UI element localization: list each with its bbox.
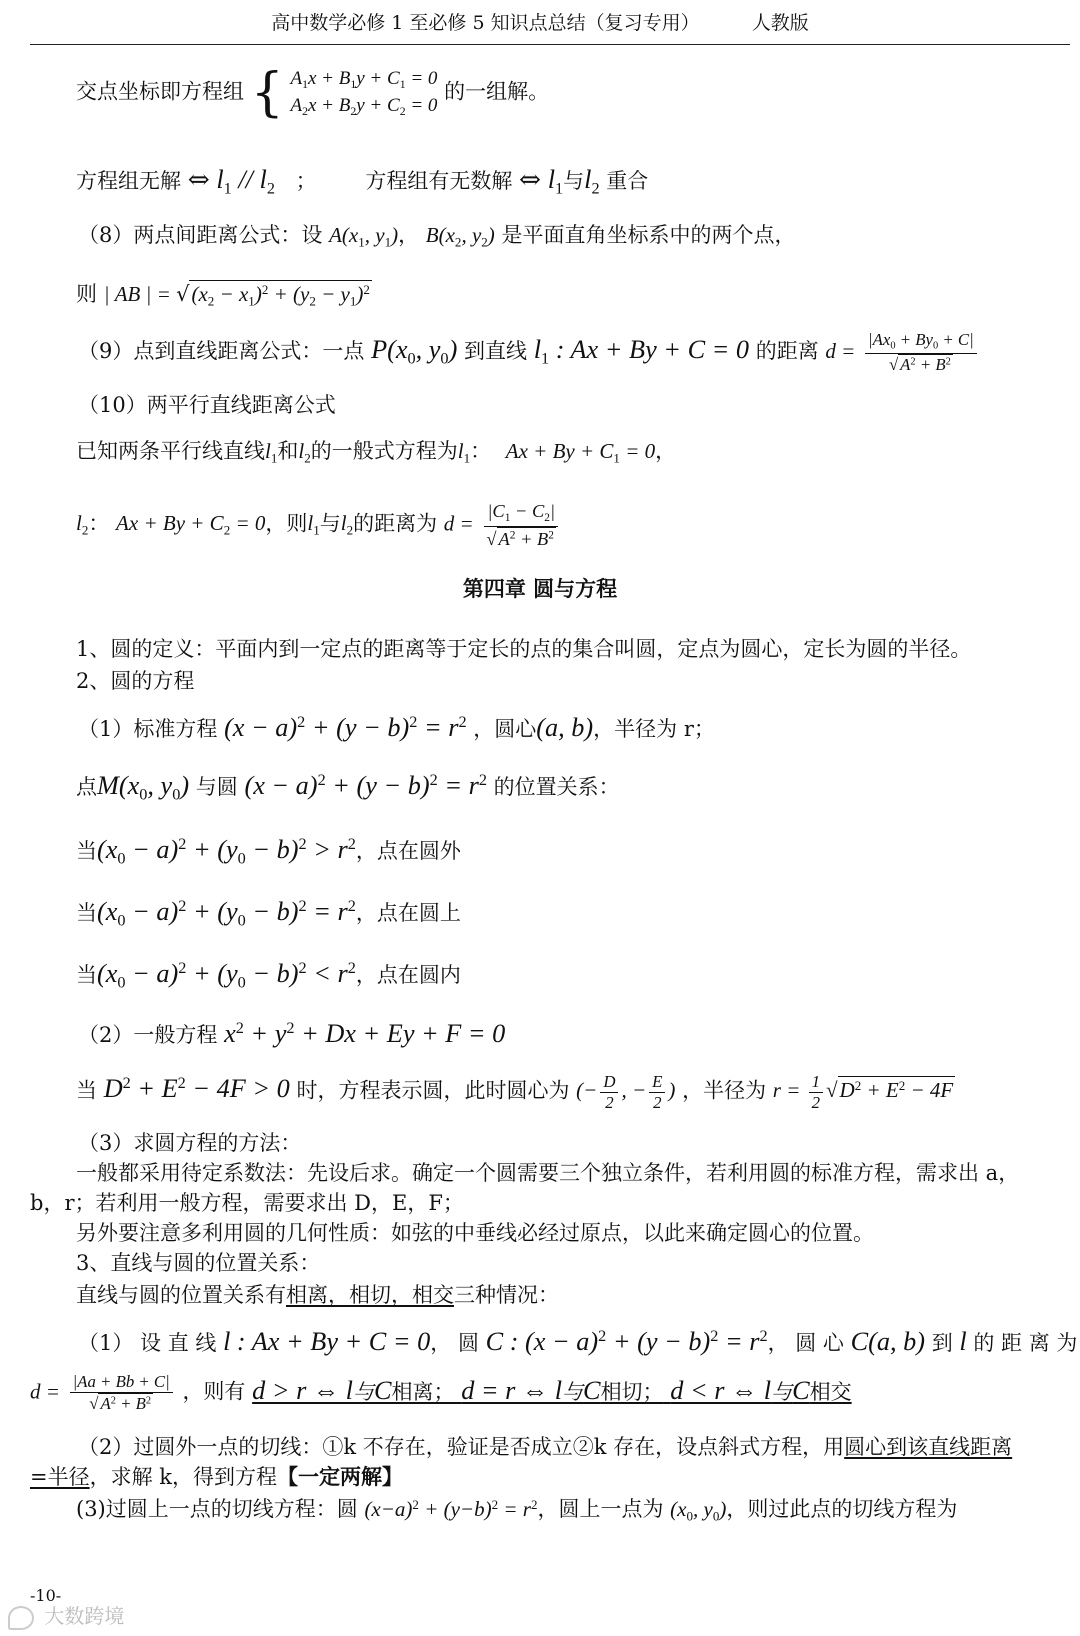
center-line-distance-fraction: $\frac{|Aa + Bb + C|}{√ A^2 + B^2}$ (70, 1372, 173, 1414)
point-circle-relation: 点$M(x_0$, $y_0$) 与圆 $(x - a)^2 + (y - b)^2 = r^2$ 的位置关系： (76, 771, 620, 804)
line-circle-heading: 3、直线与圆的位置关系： (76, 1251, 321, 1275)
methods-heading: （3）求圆方程的方法： (78, 1131, 302, 1155)
point-line-distance: （9）点到直线距离公式：一点 $P(x_0$, $y_0$) 到直线 $l_1$ : Ax + By + C = 0 的距离 d = $\frac{|Ax_0 + By_0 + C|}{√ A^2 + B^2}$ (78, 330, 980, 375)
chapter-title: 第四章 圆与方程 (462, 576, 618, 601)
line-circle-criteria: d = $\frac{|Aa + Bb + C|}{√ A^2 + B^2}$ ，则有 d > r ⇔ l与C相离； d = r ⇔ l与C相切； d < r ⇔ l与C相交 (30, 1372, 852, 1414)
standard-equation: （1）标准方程 $(x - a)^2 + (y - b)^2 = r^2$ ，圆心(a, b)，半径为 r； (78, 713, 715, 742)
header-edition: 人教版 (751, 12, 809, 34)
page-number: -10- (30, 1586, 62, 1605)
header-rule (30, 44, 1070, 45)
system-line: 交点坐标即方程组 { $A_1x + B_1y + C_1 = 0$ $A_2x + B_2y + C_2 = 0$ 的一组解。 (76, 63, 550, 123)
watermark-logo-icon (8, 1606, 34, 1630)
general-condition: 当 $D^2 + E^2 - 4F > 0$ 时，方程表示圆，此时圆心为 (− $\frac{D}{2}$ , − $\frac{E}{2}$ ) ，半径为 r = $\frac{1}{2}$ $√D^2 + E^2 - 4F$ (76, 1072, 954, 1113)
left-brace: { (250, 63, 284, 123)
distance-formula-intro: （8）两点间距离公式：设 $A(x_1$, $y_1$)， $B(x_2$, $y_2$) 是平面直角坐标系中的两个点， (78, 223, 796, 250)
external-tangent-1: （2）过圆外一点的切线：①k 不存在，验证是否成立②k 存在，设点斜式方程，用圆心到该直线距离 (78, 1435, 1013, 1459)
point-on: 当$(x_0 - a)^2 + (y_0 - b)^2 = r^2$，点在圆上 (76, 897, 461, 930)
methods-text-1: 一般都采用待定系数法：先设后求。确定一个圆需要三个独立条件，若利用圆的标准方程，需求出 a， (76, 1161, 1020, 1185)
parallel-lines-heading: （10）两平行直线距离公式 (78, 393, 336, 417)
parallel-lines-eq2: $l_2$： $Ax + By + C_2 = 0$，则$l_1$与$l_2$的距离为 d = $\frac{|C_1 - C_2|}{√ A^2 + B^2}$ (76, 500, 562, 550)
methods-text-3: 另外要注意多利用圆的几何性质：如弦的中垂线必经过原点，以此来确定圆心的位置。 (76, 1221, 874, 1245)
line-circle-setup: （1） 设 直 线 l : Ax + By + C = 0， 圆 C : $(x - a)^2 + (y - b)^2 = r^2$， 圆 心 C(a, b) 到 l 的 距 离 为 (78, 1327, 1078, 1356)
parallel-distance-fraction: $\frac{|C_1 - C_2|}{√ A^2 + B^2}$ (483, 500, 559, 550)
circle-definition: 1、圆的定义：平面内到一定点的距离等于定长的点的集合叫圆，定点为圆心，定长为圆的半径。 (76, 637, 972, 661)
point-on-circle-tangent: (3)过圆上一点的切线方程：圆 $(x-a)^2 + (y-b)^2 = r^2$，圆上一点为 ($x_0$, $y_0$)，则过此点的切线方程为 (76, 1496, 958, 1524)
point-inside: 当$(x_0 - a)^2 + (y_0 - b)^2 < r^2$，点在圆内 (76, 959, 461, 992)
general-equation: （2）一般方程 $x^2 + y^2 + Dx + Ey + F = 0$ (78, 1019, 506, 1048)
equation-system: $A_1x + B_1y + C_1 = 0$ $A_2x + B_2y + C_2 = 0$ (290, 68, 438, 119)
header-title: 高中数学必修 1 至必修 5 知识点总结（复习专用） (271, 12, 700, 34)
line-circle-cases: 直线与圆的位置关系有相离，相切，相交三种情况： (76, 1283, 559, 1307)
methods-text-2: b，r；若利用一般方程，需要求出 D，E，F； (30, 1191, 464, 1215)
circle-equation-heading: 2、圆的方程 (76, 669, 195, 693)
distance-fraction: $\frac{|Ax_0 + By_0 + C|}{√ A^2 + B^2}$ (865, 330, 977, 375)
watermark: 大数跨境 (8, 1604, 124, 1630)
point-outside: 当$(x_0 - a)^2 + (y_0 - b)^2 > r^2$，点在圆外 (76, 835, 461, 868)
page-header (0, 12, 1080, 36)
distance-formula: 则 | AB | = $√(x_2 - x_1)^2 + (y_2 - y_1)^2$ (76, 281, 370, 309)
external-tangent-2: =半径，求解 k，得到方程【一定两解】 (30, 1464, 404, 1489)
solution-cases: 方程组无解 ⇔ $l_1 // l_2$ ； 方程组有无数解 ⇔ $l_1$与$l_2$ 重合 (76, 165, 649, 198)
parallel-lines-eq1: 已知两条平行线直线$l_1$和$l_2$的一般式方程为$l_1$： $Ax + By + C_1 = 0$， (76, 439, 677, 466)
